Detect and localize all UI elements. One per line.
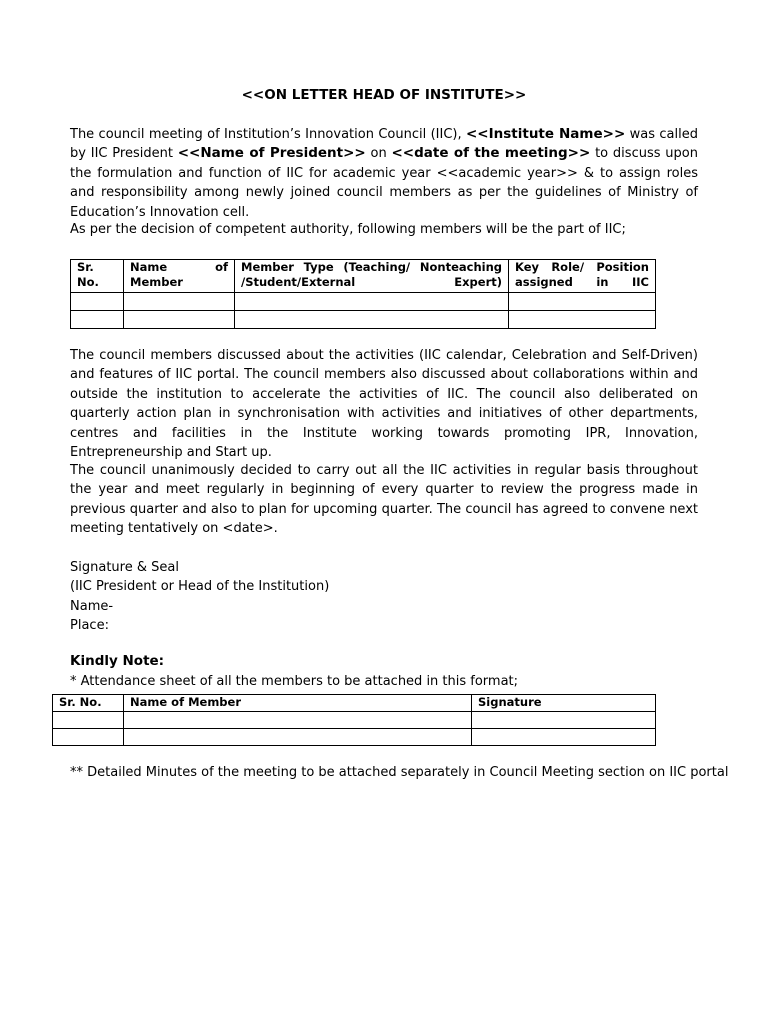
table-row bbox=[53, 712, 656, 729]
name-label: Name- bbox=[70, 599, 114, 614]
members-intro-paragraph: As per the decision of competent authority, following members will be the part of IIC; bbox=[70, 222, 626, 237]
table-cell[interactable] bbox=[124, 729, 472, 746]
table-cell[interactable] bbox=[71, 311, 124, 329]
header-name-of-member: Name of Member bbox=[124, 695, 472, 712]
attendance-table bbox=[52, 694, 656, 746]
activities-paragraph: The council members discussed about the activities (IIC calendar, Celebration and Self-Driven) and features of IIC portal. The council members also discussed about collaborations within and outside the institution to accelerate the activities of IIC. The council also deliberated on quarterly action plan in synchronisation with activities and initiatives of other departments, centres and facilities in the Institute working towards promoting IPR, Innovation, Entrepreneurship and Start up. bbox=[70, 348, 698, 461]
members-table bbox=[70, 259, 656, 329]
institute-name-placeholder: <<Institute Name>> bbox=[466, 126, 626, 142]
attendance-table-header bbox=[53, 695, 656, 712]
table-cell[interactable] bbox=[71, 293, 124, 311]
table-row bbox=[71, 311, 656, 329]
meeting-date-placeholder: <<date of the meeting>> bbox=[391, 145, 591, 162]
intro-text-3: on bbox=[365, 146, 392, 162]
header-member-type: Member Type (Teaching/ Nonteaching /Student/External Expert) bbox=[235, 260, 509, 293]
table-cell[interactable] bbox=[124, 712, 472, 729]
decision-paragraph: The council unanimously decided to carry out all the IIC activities in regular basis throughout the year and meet regularly in beginning of every quarter to review the progress made in previous quarter and also to plan for upcoming quarter. The council has agreed to convene next meeting tentatively on <date>. bbox=[70, 463, 698, 537]
intro-text-2: was called by IIC President bbox=[70, 127, 698, 162]
place-label: Place: bbox=[70, 618, 109, 633]
intro-text-1: The council meeting of Institution’s Innovation Council (IIC), bbox=[70, 127, 466, 142]
table-cell[interactable] bbox=[472, 712, 656, 729]
table-row bbox=[71, 293, 656, 311]
intro-paragraph bbox=[70, 125, 698, 222]
header-name-of-member: Name of Member bbox=[124, 260, 235, 293]
signatory-title: (IIC President or Head of the Institution) bbox=[70, 579, 330, 594]
minutes-note: ** Detailed Minutes of the meeting to be attached separately in Council Meeting section on IIC portal bbox=[70, 765, 729, 780]
table-cell[interactable] bbox=[235, 311, 509, 329]
kindly-note-heading: Kindly Note: bbox=[70, 653, 165, 669]
signature-label: Signature & Seal bbox=[70, 560, 179, 575]
table-cell[interactable] bbox=[509, 293, 656, 311]
table-cell[interactable] bbox=[124, 293, 235, 311]
table-cell[interactable] bbox=[235, 293, 509, 311]
table-cell[interactable] bbox=[53, 729, 124, 746]
letterhead-title: <<ON LETTER HEAD OF INSTITUTE>> bbox=[241, 87, 527, 103]
header-sr-no: Sr. No. bbox=[53, 695, 124, 712]
table-cell[interactable] bbox=[124, 311, 235, 329]
header-sr-no: Sr. No. bbox=[71, 260, 124, 293]
president-name-placeholder: <<Name of President>> bbox=[177, 145, 366, 162]
intro-text-4: to discuss upon the formulation and function of IIC for academic year <<academic year>> & to assign roles and responsibility among newly joined council members as per the guidelines of Ministry of Education’s Innovation cell. bbox=[70, 146, 698, 220]
table-cell[interactable] bbox=[509, 311, 656, 329]
attendance-note: * Attendance sheet of all the members to be attached in this format; bbox=[70, 674, 519, 689]
table-cell[interactable] bbox=[472, 729, 656, 746]
table-cell[interactable] bbox=[53, 712, 124, 729]
header-signature: Signature bbox=[472, 695, 656, 712]
table-row bbox=[53, 729, 656, 746]
header-key-role: Key Role/ Position assigned in IIC bbox=[509, 260, 656, 293]
members-table-header bbox=[71, 260, 656, 293]
